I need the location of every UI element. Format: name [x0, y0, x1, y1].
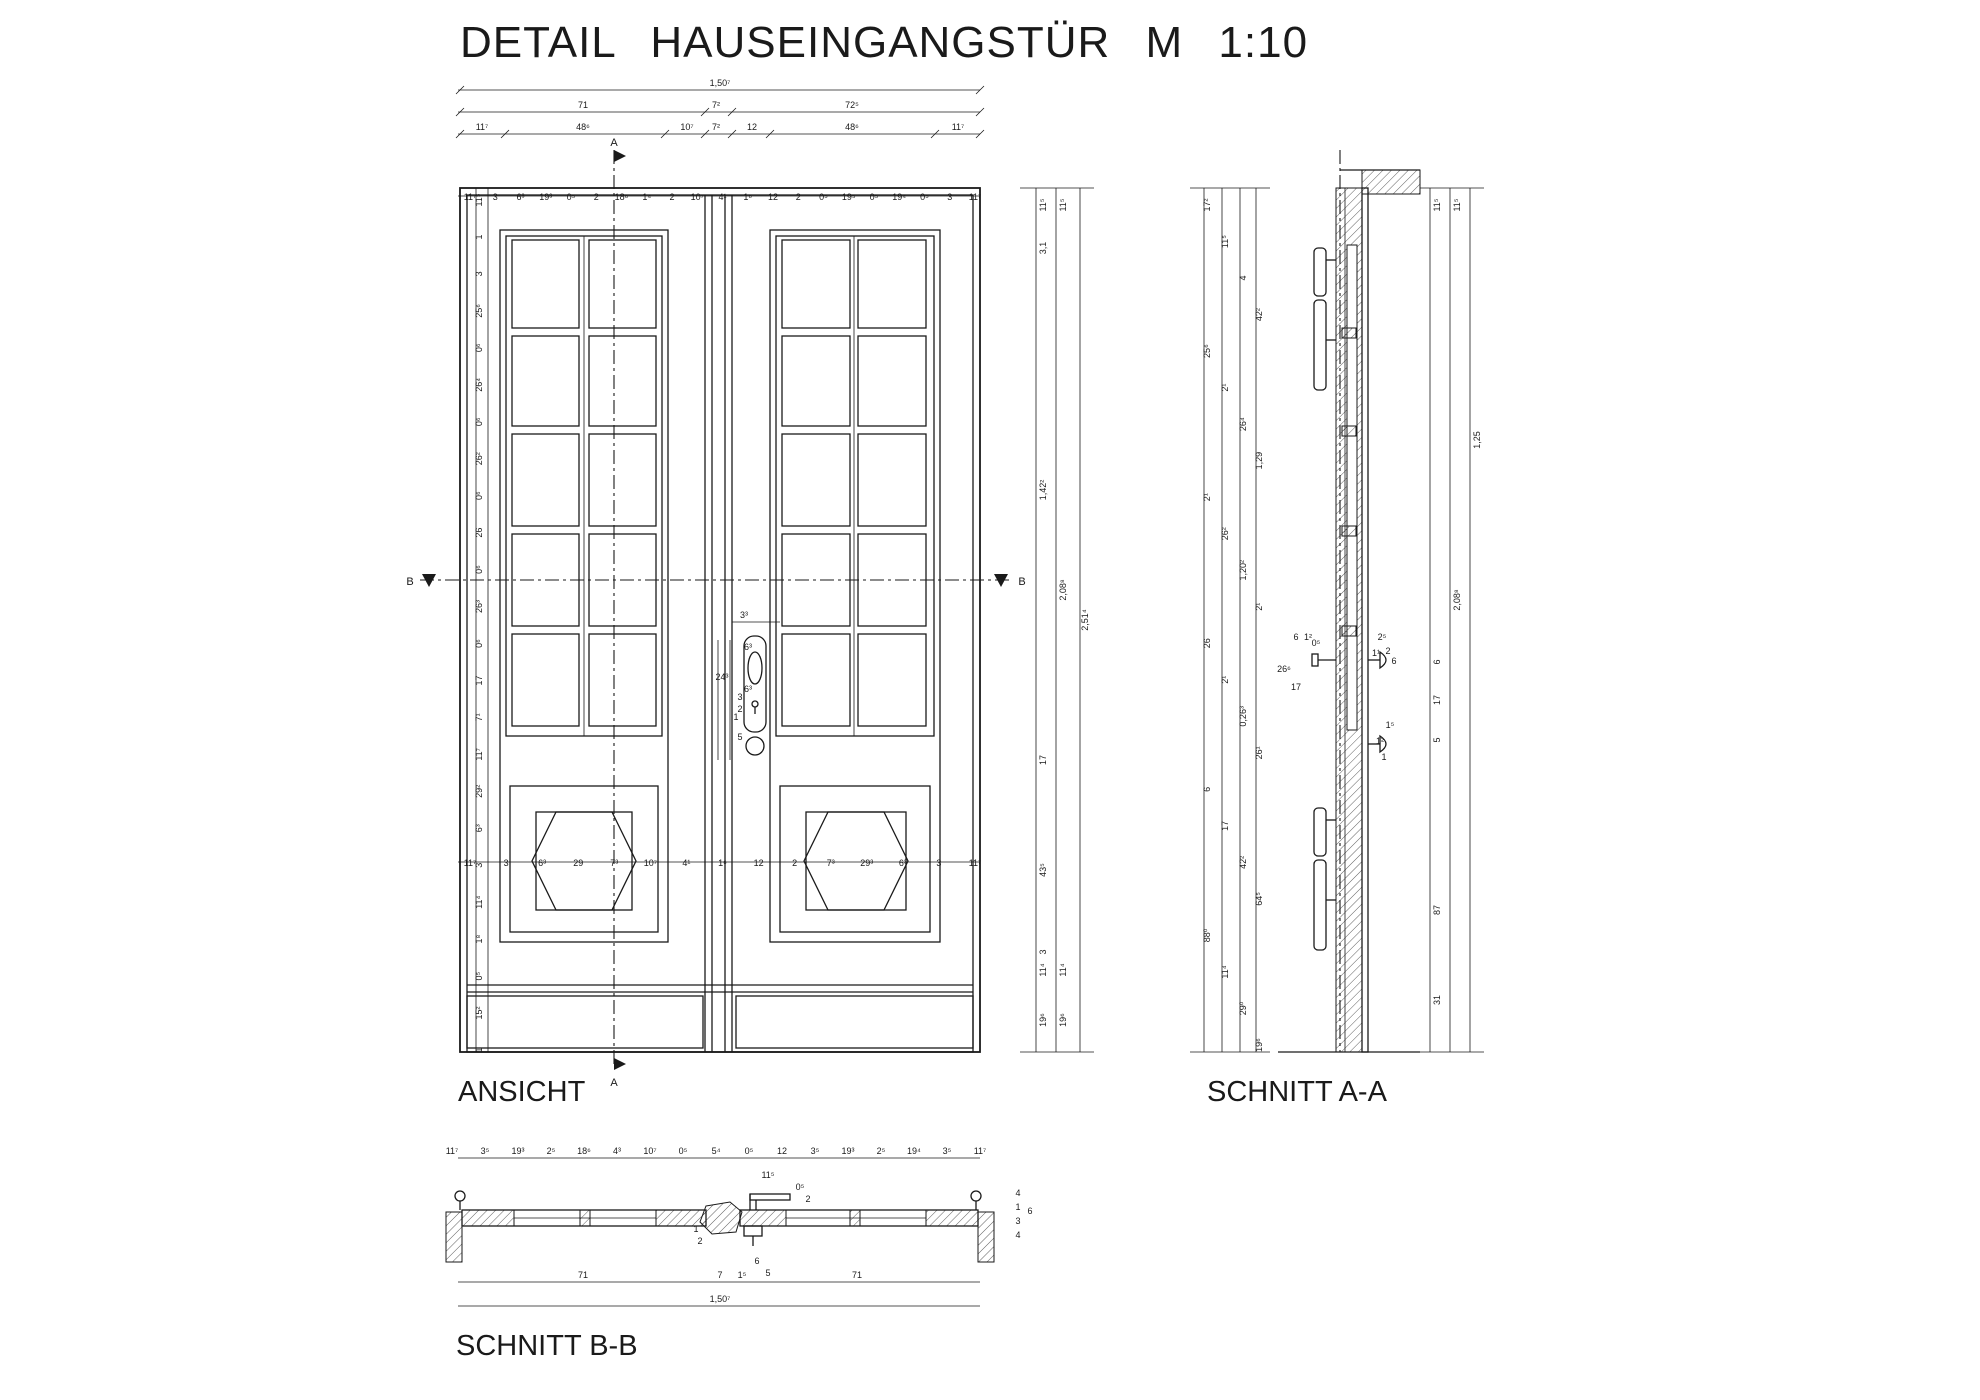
dimension-label: 11⁴: [1058, 963, 1068, 977]
right-kick-plate: [736, 996, 973, 1048]
dimension-label: 1²: [1375, 736, 1385, 746]
dimension-label: 3: [1015, 1216, 1021, 1226]
dimension-label: 26: [474, 527, 484, 538]
section-mark-a-bottom: A: [610, 1077, 618, 1089]
dimension-label: 19³: [841, 1146, 855, 1156]
dimension-label: 18⁶: [577, 1146, 591, 1156]
dimension-label: 3³: [739, 610, 749, 620]
dimension-label: 6: [1293, 632, 1299, 642]
dimension-label: 1⁵: [1385, 720, 1395, 730]
lintel-hatch: [1362, 170, 1420, 194]
dimension-label: 18⁶: [614, 192, 629, 202]
dimension-label: 4: [1015, 1188, 1021, 1198]
dimension-label: 11⁷: [968, 858, 982, 868]
dimension-label: 26: [1202, 638, 1212, 649]
dimension-label: 3: [503, 858, 509, 868]
dimension-label: 0⁶: [474, 565, 484, 574]
dimension-label: 10⁷: [643, 858, 657, 868]
dimension-label: 2: [792, 858, 798, 868]
dimension-label: 11⁷: [475, 122, 489, 132]
dimension-label: 11⁴: [1220, 965, 1230, 979]
dimension-label: 12: [767, 192, 779, 202]
dimension-label: 25⁶: [474, 304, 484, 318]
dimension-label: 2⁵: [546, 1146, 556, 1156]
dimension-label: 6³: [516, 192, 525, 202]
dimension-label: 3: [474, 271, 484, 277]
dimension-label: 11⁵: [1432, 198, 1442, 212]
dimension-label: 6³: [743, 684, 753, 694]
right-hexagon-ornament: [804, 812, 908, 910]
dimension-label: 4: [1015, 1230, 1021, 1240]
dimension-label: 19⁴: [892, 192, 907, 202]
dimension-label: 2: [795, 192, 801, 202]
dimension-label: 6: [1027, 1206, 1033, 1216]
dimension-label: 3: [1038, 949, 1048, 955]
dimension-label: 7²: [711, 100, 721, 110]
dimension-label: 6: [1432, 659, 1442, 665]
dimension-label: 2: [593, 192, 599, 202]
dimension-label: 6³: [538, 858, 547, 868]
dimension-label: 29²: [474, 784, 484, 798]
dimension-label: 42²: [1254, 308, 1264, 322]
door-inner-frame: [467, 195, 973, 1052]
handle-knob-icon: [748, 652, 762, 684]
dimension-label: 0⁵: [474, 971, 484, 981]
dimension-label: 10⁷: [643, 1146, 657, 1156]
dimension-label: 11⁵: [474, 193, 484, 207]
dimension-label: 43⁵: [1038, 863, 1048, 877]
dimension-label: 3: [947, 192, 953, 202]
dimension-label: 17: [1038, 754, 1048, 766]
dimension-label: 2¹: [1220, 383, 1230, 392]
dimension-label: 5: [737, 732, 743, 742]
dimension-label: 6³: [743, 642, 753, 652]
dimension-label: 2,08⁸: [1058, 579, 1068, 601]
dimension-label: 0⁶: [474, 417, 484, 427]
view-label-schnitt-aa: SCHNITT A-A: [1207, 1076, 1387, 1108]
hinge-upper-icon: [1314, 248, 1336, 390]
dimension-label: 1: [1015, 1202, 1021, 1212]
dimension-label: 0⁵: [744, 1146, 754, 1156]
hinge-lower-icon: [1314, 808, 1336, 950]
section-mark-b-left: B: [406, 576, 414, 588]
view-label-ansicht: ANSICHT: [458, 1076, 586, 1108]
bb-mullion: [700, 1202, 742, 1234]
dimension-label: 0,26³: [1238, 706, 1248, 727]
dimension-label: 19⁵: [841, 192, 856, 202]
right-leaf-glazing-frame: [776, 236, 934, 736]
dimension-label: 29⁰: [1238, 1001, 1248, 1016]
dimension-label: 7¹: [474, 713, 484, 722]
dimension-label: 11⁴: [1038, 963, 1048, 977]
dimension-label: 1: [693, 1224, 699, 1234]
dimension-label: 11⁷: [474, 748, 484, 761]
dimension-label: 2¹: [1220, 675, 1230, 684]
dimension-label: 2¹: [1254, 602, 1264, 611]
dimension-label: 0⁵: [795, 1182, 805, 1192]
dimension-label: 7²: [711, 122, 721, 132]
dimension-label: 10⁷: [690, 192, 704, 202]
dimension-label: 24³: [715, 672, 729, 682]
dimension-label: 4³: [612, 1146, 622, 1156]
dimension-label: 2: [1385, 646, 1391, 656]
dimension-label: 1: [474, 234, 484, 240]
dims-right-elev: [1020, 188, 1094, 1052]
dimension-label: 19³: [539, 192, 553, 202]
dimension-label: 11⁵: [1058, 198, 1068, 212]
dimension-label: 11⁴: [474, 895, 484, 909]
dimension-label: 5⁴: [711, 1146, 721, 1156]
section-mark-a-top: A: [610, 137, 618, 149]
dimension-label: 4¹: [718, 192, 727, 202]
dimension-label: 1,25: [1472, 431, 1482, 449]
section-arrow-a-bottom: [614, 1058, 626, 1070]
dimension-label: 1,20²: [1238, 559, 1248, 581]
dimension-label: 48⁶: [845, 122, 859, 132]
dimension-label: 11⁵: [761, 1170, 775, 1180]
dimension-label: 26¹: [1254, 746, 1264, 760]
dimension-label: 42²: [1238, 855, 1248, 869]
dimension-label: 0⁵: [1311, 638, 1321, 648]
dimension-label: 26²: [474, 452, 484, 466]
dimension-label: 3,1: [1038, 241, 1048, 255]
dimension-label: 3: [474, 862, 484, 868]
dimension-label: 17: [474, 675, 484, 686]
dimension-label: 48⁶: [576, 122, 590, 132]
dimension-label: 2,51⁴: [1080, 609, 1090, 631]
dimension-label: 6: [1202, 786, 1212, 792]
dimension-label: 1,50⁷: [709, 1294, 731, 1304]
dimension-label: 1: [474, 1047, 484, 1053]
dimension-label: 6³: [898, 858, 907, 868]
dimension-label: 2⁵: [1377, 632, 1387, 642]
dimension-label: 26⁶: [1277, 664, 1291, 674]
dimension-label: 1⁶: [743, 192, 753, 202]
dimension-label: 0⁶: [474, 343, 484, 353]
dimension-label: 0⁵: [819, 192, 828, 202]
dimension-label: 1,50⁷: [709, 78, 731, 88]
dimension-label: 11⁷: [463, 858, 477, 868]
dimension-label: 7: [717, 1270, 723, 1280]
left-kick-plate: [467, 996, 703, 1048]
dimension-label: 17: [1432, 694, 1442, 706]
dimension-label: 2: [697, 1236, 703, 1246]
dimension-label: 4¹: [682, 858, 691, 868]
dimension-label: 26⁴: [474, 377, 484, 392]
dimension-label: 71: [577, 100, 589, 110]
dimension-label: 2: [805, 1194, 811, 1204]
bb-wall-right: [978, 1212, 994, 1262]
dims-top: [456, 78, 984, 202]
dimension-label: 1,42²: [1038, 479, 1048, 501]
dimension-label: 2: [669, 192, 675, 202]
door-handle: [744, 636, 766, 755]
dimension-label: 0⁵: [566, 192, 576, 202]
dimension-label: 3⁵: [480, 1146, 490, 1156]
dims-left: [474, 188, 488, 1053]
lock-cylinder-icon: [746, 737, 764, 755]
dimension-label: 3⁵: [810, 1146, 820, 1156]
section-mark-b-right: B: [1018, 576, 1026, 588]
dimension-label: 19⁶: [1038, 1013, 1048, 1027]
dimension-label: 26²: [1220, 527, 1230, 541]
dimension-label: 6: [1391, 656, 1397, 666]
dimension-label: 11⁷: [463, 192, 477, 202]
dimension-label: 11⁵: [1452, 198, 1462, 212]
left-leaf-glass-grid: [512, 236, 656, 736]
dimension-label: 11⁵: [1038, 198, 1048, 212]
left-hexagon-ornament: [532, 812, 636, 910]
dimension-label: 11⁷: [973, 1146, 987, 1156]
bb-hinge-right-icon: [971, 1191, 981, 1201]
dimension-label: 29: [573, 858, 584, 868]
dimension-label: 26³: [474, 600, 484, 614]
dimension-label: 17²: [1202, 198, 1212, 212]
dimension-label: 17: [1220, 820, 1230, 831]
dimension-label: 1⁸: [474, 934, 484, 944]
dimension-label: 2¹: [1202, 493, 1212, 502]
dimension-label: 3: [737, 692, 743, 702]
door-outer-frame: [460, 188, 980, 1052]
dimension-label: 11⁷: [445, 1146, 459, 1156]
dimension-label: 1⁴: [642, 192, 652, 202]
dimension-label: 3: [936, 858, 942, 868]
dimension-label: 2,08⁸: [1452, 589, 1462, 611]
ansicht-view: [406, 137, 1025, 1089]
dimension-label: 10⁷: [680, 122, 694, 132]
dimension-label: 12: [753, 858, 764, 868]
dimension-label: 6: [754, 1256, 760, 1266]
right-leaf-glass-grid: [782, 236, 926, 736]
dimension-label: 0⁵: [920, 192, 929, 202]
bb-wall-left: [446, 1212, 462, 1262]
view-label-schnitt-bb: SCHNITT B-B: [456, 1330, 638, 1362]
schnitt-bb-view: [446, 1146, 1033, 1306]
dimension-label: 19⁶: [1058, 1013, 1068, 1027]
dimension-label: 2: [737, 704, 743, 714]
dimension-label: 7³: [610, 858, 619, 868]
dimension-label: 0⁵: [869, 192, 879, 202]
dimension-label: 6³: [474, 824, 484, 833]
keyhole-icon: [752, 701, 758, 707]
dimension-label: 7³: [826, 858, 835, 868]
dimension-label: 64⁵: [1254, 892, 1264, 906]
dimension-label: 11⁵: [1220, 234, 1230, 249]
dimension-label: 29³: [860, 858, 874, 868]
dimension-label: 1²: [1303, 632, 1313, 642]
dimension-label: 17: [1290, 682, 1302, 692]
dimension-label: 1: [1381, 752, 1387, 762]
dimension-label: 1,29: [1254, 451, 1264, 470]
dimension-label: 12: [746, 122, 758, 132]
bb-hinge-left-icon: [455, 1191, 465, 1201]
dimension-label: 88⁰: [1202, 928, 1212, 943]
dimension-label: 87: [1432, 904, 1442, 916]
dimension-label: 5: [1432, 737, 1442, 743]
dimension-label: 71: [851, 1270, 863, 1280]
dimension-label: 1⁶: [718, 858, 727, 868]
dimension-label: 0⁵: [678, 1146, 688, 1156]
dimension-label: 11⁷: [951, 122, 965, 132]
dimension-label: 26⁴: [1238, 417, 1248, 432]
dimension-label: 15²: [474, 1006, 484, 1020]
dimension-label: 12: [776, 1146, 788, 1156]
dimension-label: 19³: [511, 1146, 525, 1156]
dimension-label: 4: [1238, 275, 1248, 281]
drawing-title: DETAIL HAUSEINGANGSTÜR M 1:10: [460, 18, 1309, 67]
dimension-label: 0⁶: [474, 639, 484, 648]
right-leaf-panel-frame: [770, 230, 940, 942]
dimension-label: 5: [765, 1268, 771, 1278]
dimension-label: 1: [733, 712, 739, 722]
dimension-label: 25⁶: [1202, 344, 1212, 358]
dimension-label: 3: [492, 192, 498, 202]
dimension-label: 1⁵: [737, 1270, 747, 1280]
dimension-label: 1¹: [1371, 648, 1381, 658]
dimension-label: 2⁵: [876, 1146, 886, 1156]
dimension-label: 31: [1432, 994, 1442, 1006]
section-arrow-a-top: [614, 150, 626, 162]
dimension-label: 3⁵: [942, 1146, 952, 1156]
dimension-label: 19⁶: [1254, 1038, 1264, 1052]
dimension-label: 0⁶: [474, 491, 484, 501]
dimension-label: 72⁵: [845, 100, 859, 110]
dimension-label: 71: [577, 1270, 589, 1280]
dimension-label: 19⁴: [907, 1146, 921, 1156]
dimension-label: 11⁷: [968, 192, 982, 202]
schnitt-aa-view: [1190, 150, 1484, 1052]
